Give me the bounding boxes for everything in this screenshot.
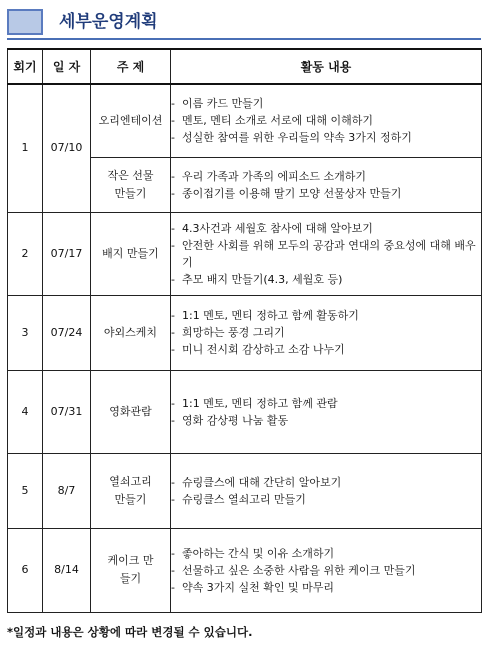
activity-item: - 성실한 참여를 위한 우리들의 약속 3가지 정하기 (171, 129, 481, 146)
session-number: 3 (8, 295, 43, 370)
column-header-topic: 주 제 (91, 49, 171, 84)
activity-item: - 영화 감상평 나눔 활동 (171, 412, 481, 429)
activity-list (171, 157, 482, 212)
header-square-icon (7, 9, 43, 35)
session-date: 8/7 (43, 453, 91, 528)
table-row (8, 370, 482, 453)
activity-item: - 멘토, 멘티 소개로 서로에 대해 이해하기 (171, 112, 481, 129)
footnote: *일정과 내용은 상황에 따라 변경될 수 있습니다. (7, 625, 253, 639)
table-header-row (8, 49, 482, 84)
activity-item: - 약속 3가지 실천 확인 및 마무리 (171, 579, 481, 596)
table-row (8, 84, 482, 157)
schedule-table (7, 48, 482, 613)
activity-list (171, 370, 482, 453)
column-header-date: 일 자 (43, 49, 91, 84)
session-date: 8/14 (43, 528, 91, 612)
session-topic: 배지 만들기 (91, 212, 171, 295)
table-row (8, 212, 482, 295)
table-row (8, 528, 482, 612)
session-date: 07/17 (43, 212, 91, 295)
session-topic: 작은 선물 만들기 (91, 157, 171, 212)
activity-item: - 슈링클스 열쇠고리 만들기 (171, 491, 481, 508)
column-header-activities: 활동 내용 (171, 49, 482, 84)
activity-item: - 종이접기를 이용해 딸기 모양 선물상자 만들기 (171, 185, 481, 202)
section-header (7, 7, 481, 43)
session-topic: 열쇠고리 만들기 (91, 453, 171, 528)
activity-item: - 슈링클스에 대해 간단히 알아보기 (171, 474, 481, 491)
activity-item: - 미니 전시회 감상하고 소감 나누기 (171, 341, 481, 358)
header-underline (7, 38, 481, 40)
activity-list (171, 84, 482, 157)
activity-list (171, 528, 482, 612)
session-number: 1 (8, 84, 43, 212)
activity-item: - 우리 가족과 가족의 에피소드 소개하기 (171, 168, 481, 185)
session-number: 4 (8, 370, 43, 453)
session-date: 07/10 (43, 84, 91, 212)
activity-list (171, 295, 482, 370)
session-number: 6 (8, 528, 43, 612)
activity-item: - 선물하고 싶은 소중한 사람을 위한 케이크 만들기 (171, 562, 481, 579)
session-number: 5 (8, 453, 43, 528)
session-topic: 영화관람 (91, 370, 171, 453)
page-title: 세부운영계획 (59, 12, 158, 32)
activity-item: - 4.3사건과 세월호 참사에 대해 알아보기 (171, 220, 481, 237)
session-topic: 케이크 만들기 (91, 528, 171, 612)
session-topic: 오리엔테이션 (91, 84, 171, 157)
session-date: 07/24 (43, 295, 91, 370)
activity-item: - 안전한 사회를 위해 모두의 공감과 연대의 중요성에 대해 배우기 (171, 237, 481, 271)
activity-item: - 이름 카드 만들기 (171, 95, 481, 112)
session-number: 2 (8, 212, 43, 295)
activity-list (171, 212, 482, 295)
table-row (8, 295, 482, 370)
column-header-session: 회기 (8, 49, 43, 84)
activity-item: - 1:1 멘토, 멘티 정하고 함께 관람 (171, 395, 481, 412)
activity-list (171, 453, 482, 528)
session-topic: 야외스케치 (91, 295, 171, 370)
activity-item: - 1:1 멘토, 멘티 정하고 함께 활동하기 (171, 307, 481, 324)
activity-item: - 희망하는 풍경 그리기 (171, 324, 481, 341)
table-row (8, 453, 482, 528)
session-date: 07/31 (43, 370, 91, 453)
activity-item: - 추모 배지 만들기(4.3, 세월호 등) (171, 271, 481, 288)
activity-item: - 좋아하는 간식 및 이유 소개하기 (171, 545, 481, 562)
